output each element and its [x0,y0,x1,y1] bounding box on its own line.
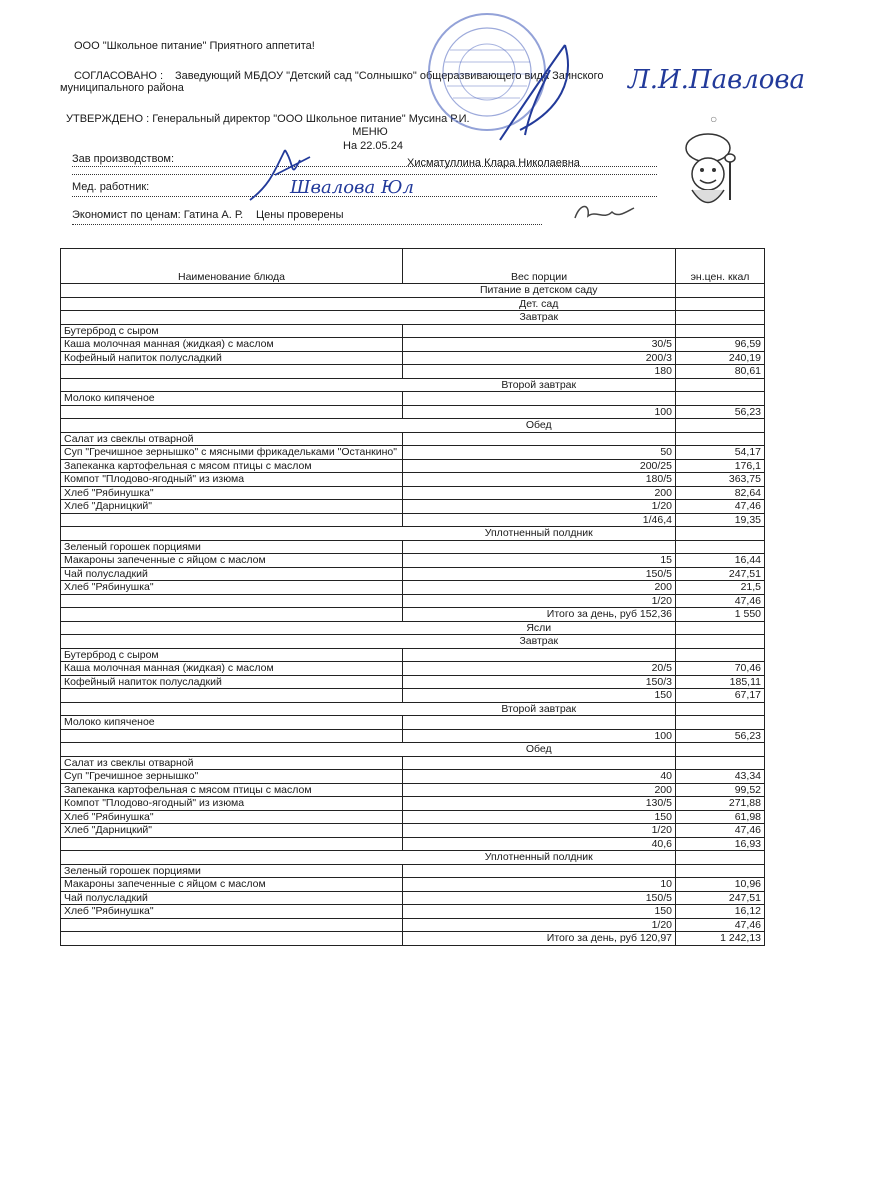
dish-name: Бутерброд с сыром [61,324,403,338]
dish-name: Каша молочная манная (жидкая) с маслом [61,338,403,352]
table-row [61,918,765,932]
table-row [61,810,765,824]
section-spacer [676,378,765,392]
dish-name: Компот "Плодово-ягодный" из изюма [61,473,403,487]
table-row [61,837,765,851]
energy-value: 19,35 [676,513,765,527]
dish-name [61,594,403,608]
portion-weight [403,756,676,770]
table-row [61,675,765,689]
energy-value [676,648,765,662]
energy-value: 247,51 [676,567,765,581]
table-row [61,473,765,487]
dish-name [61,608,403,622]
section-spacer [61,297,403,311]
energy-value: 47,46 [676,918,765,932]
energy-value [676,324,765,338]
table-row [61,648,765,662]
approved-text: Заведующий МБДОУ "Детский сад "Солнышко" общеразвивающего вида Заинского [175,70,604,82]
dish-name: Салат из свеклы отварной [61,756,403,770]
dish-name [61,689,403,703]
energy-value: 21,5 [676,581,765,595]
chef-icon [672,130,744,215]
table-row [61,554,765,568]
section-spacer [61,621,403,635]
section-spacer [676,702,765,716]
section-title: Дет. сад [403,297,676,311]
energy-value [676,864,765,878]
energy-value: 47,46 [676,500,765,514]
dish-name [61,918,403,932]
dish-name [61,729,403,743]
table-row [61,432,765,446]
dish-name: Зеленый горошек порциями [61,540,403,554]
energy-value: 363,75 [676,473,765,487]
menu-table [60,248,765,946]
portion-weight: 30/5 [403,338,676,352]
dish-name: Макароны запеченные с яйцом с маслом [61,878,403,892]
portion-weight: 200/25 [403,459,676,473]
section-spacer [61,851,403,865]
portion-weight: 180 [403,365,676,379]
dish-name: Запеканка картофельная с мясом птицы с маслом [61,783,403,797]
dish-name: Запеканка картофельная с мясом птицы с маслом [61,459,403,473]
energy-value: 56,23 [676,405,765,419]
energy-value: 240,19 [676,351,765,365]
portion-weight: 200 [403,783,676,797]
table-row [61,756,765,770]
portion-weight: 150/5 [403,891,676,905]
medic-label: Мед. работник: [72,181,150,193]
section-spacer [676,419,765,433]
table-row [61,486,765,500]
portion-weight [403,540,676,554]
dish-name: Чай полусладкий [61,891,403,905]
section-row [61,378,765,392]
portion-weight: 150/3 [403,675,676,689]
col-weight-header: Вес порции [403,249,676,284]
economist-note: Цены проверены [256,209,344,221]
table-row [61,500,765,514]
energy-value: 96,59 [676,338,765,352]
energy-value [676,716,765,730]
energy-value: 176,1 [676,459,765,473]
table-row [61,729,765,743]
table-row [61,392,765,406]
dish-name: Суп "Гречишное зернышко" [61,770,403,784]
energy-value: 99,52 [676,783,765,797]
dish-name: Молоко кипяченое [61,716,403,730]
table-row [61,581,765,595]
table-row [61,716,765,730]
section-spacer [61,419,403,433]
energy-value: 54,17 [676,446,765,460]
header-mark [710,112,717,126]
section-spacer [61,527,403,541]
section-row [61,311,765,325]
dish-name: Кофейный напиток полусладкий [61,675,403,689]
table-row [61,351,765,365]
energy-value: 47,46 [676,594,765,608]
energy-value: 10,96 [676,878,765,892]
energy-value: 82,64 [676,486,765,500]
section-spacer [61,284,403,298]
dish-name: Компот "Плодово-ягодный" из изюма [61,797,403,811]
table-row [61,513,765,527]
portion-weight: 1/20 [403,824,676,838]
section-title: Обед [403,743,676,757]
dish-name: Зеленый горошек порциями [61,864,403,878]
dish-name: Каша молочная манная (жидкая) с маслом [61,662,403,676]
portion-weight: 1/20 [403,500,676,514]
energy-value: 43,34 [676,770,765,784]
section-spacer [61,743,403,757]
total-energy: 1 550 [676,608,765,622]
section-spacer [676,284,765,298]
section-spacer [676,851,765,865]
dish-name [61,837,403,851]
energy-value [676,392,765,406]
portion-weight: 100 [403,405,676,419]
table-row [61,459,765,473]
table-row [61,567,765,581]
section-spacer [676,743,765,757]
table-row [61,324,765,338]
section-row [61,419,765,433]
energy-value [676,432,765,446]
section-spacer [61,702,403,716]
portion-weight: 40 [403,770,676,784]
dish-name [61,365,403,379]
portion-weight: 150/5 [403,567,676,581]
section-row [61,284,765,298]
col-name-header: Наименование блюда [61,249,403,284]
portion-weight: 40,6 [403,837,676,851]
section-title: Ясли [403,621,676,635]
energy-value: 80,61 [676,365,765,379]
portion-weight [403,864,676,878]
section-spacer [676,621,765,635]
table-header-row [61,249,765,284]
corner-icon: ○ [710,112,718,126]
portion-weight: 130/5 [403,797,676,811]
svg-text:Швалова Юл: Швалова Юл [290,177,414,198]
section-row [61,297,765,311]
table-row [61,891,765,905]
portion-weight: 150 [403,905,676,919]
table-row [61,689,765,703]
energy-value: 247,51 [676,891,765,905]
dish-name: Салат из свеклы отварной [61,432,403,446]
section-title: Питание в детском саду [403,284,676,298]
portion-weight [403,648,676,662]
dish-name [61,932,403,946]
portion-weight: 1/20 [403,918,676,932]
table-row [61,783,765,797]
energy-value: 56,23 [676,729,765,743]
dish-name: Бутерброд с сыром [61,648,403,662]
dish-name: Хлеб "Дарницкий" [61,824,403,838]
section-spacer [676,311,765,325]
portion-weight: 15 [403,554,676,568]
energy-value: 61,98 [676,810,765,824]
portion-weight: 50 [403,446,676,460]
portion-weight: 200 [403,486,676,500]
company-line: ООО "Школьное питание" Приятного аппетита! [74,40,315,52]
dish-name: Суп "Гречишное зернышко" с мясными фрикадельками "Останкино" [61,446,403,460]
section-spacer [61,378,403,392]
section-spacer [676,527,765,541]
section-spacer [676,635,765,649]
section-spacer [61,311,403,325]
section-row [61,702,765,716]
table-row [61,770,765,784]
dish-name: Хлеб "Рябинушка" [61,905,403,919]
portion-weight [403,716,676,730]
section-row [61,851,765,865]
portion-weight: 1/46,4 [403,513,676,527]
portion-weight: 10 [403,878,676,892]
dish-name: Макароны запеченные с яйцом с маслом [61,554,403,568]
menu-title: МЕНЮ [352,126,388,138]
approved-label: СОГЛАСОВАНО : [74,70,164,82]
economist-line [72,224,542,225]
portion-weight: 150 [403,810,676,824]
total-row [61,932,765,946]
portion-weight: 200 [403,581,676,595]
section-title: Уплотненный полдник [403,851,676,865]
medic-signature [230,145,480,205]
energy-value: 185,11 [676,675,765,689]
section-title: Уплотненный полдник [403,527,676,541]
section-row [61,743,765,757]
total-row [61,608,765,622]
dish-name: Хлеб "Дарницкий" [61,500,403,514]
section-row [61,635,765,649]
dish-name [61,405,403,419]
section-spacer [61,635,403,649]
energy-value: 271,88 [676,797,765,811]
dish-name: Хлеб "Рябинушка" [61,486,403,500]
section-title: Завтрак [403,311,676,325]
energy-value [676,756,765,770]
portion-weight: 150 [403,689,676,703]
dish-name: Чай полусладкий [61,567,403,581]
table-row [61,594,765,608]
table-row [61,864,765,878]
energy-value: 67,17 [676,689,765,703]
table-row [61,540,765,554]
energy-value [676,540,765,554]
table-row [61,446,765,460]
portion-weight: 180/5 [403,473,676,487]
total-label: Итого за день, руб 152,36 [403,608,676,622]
table-row [61,824,765,838]
col-energy-header: эн.цен. ккал [676,249,765,284]
section-title: Завтрак [403,635,676,649]
table-row [61,365,765,379]
portion-weight [403,324,676,338]
section-title: Второй завтрак [403,702,676,716]
portion-weight [403,432,676,446]
section-title: Второй завтрак [403,378,676,392]
total-energy: 1 242,13 [676,932,765,946]
production-name: Хисматуллина Клара Николаевна [407,157,580,169]
total-label: Итого за день, руб 120,97 [403,932,676,946]
energy-value: 16,93 [676,837,765,851]
portion-weight: 20/5 [403,662,676,676]
menu-date: На 22.05.24 [343,140,403,152]
dish-name: Хлеб "Рябинушка" [61,810,403,824]
portion-weight: 200/3 [403,351,676,365]
table-row [61,878,765,892]
table-row [61,905,765,919]
dish-name: Хлеб "Рябинушка" [61,581,403,595]
energy-value: 47,46 [676,824,765,838]
dish-name [61,513,403,527]
svg-text:Л.И.Павлова: Л.И.Павлова [628,65,806,95]
approved-text-2: муниципального района [60,82,184,94]
economist-label: Экономист по ценам: Гатина А. Р. [72,209,244,221]
section-row [61,527,765,541]
section-row [61,621,765,635]
table-row [61,797,765,811]
table-row [61,405,765,419]
table-row [61,338,765,352]
portion-weight: 1/20 [403,594,676,608]
economist-signature [570,198,640,228]
energy-value: 70,46 [676,662,765,676]
dish-name: Молоко кипяченое [61,392,403,406]
section-spacer [676,297,765,311]
portion-weight [403,392,676,406]
confirmed-line: УТВЕРЖДЕНО : Генеральный директор "ООО Школьное питание" Мусина Р.И. [66,113,470,125]
energy-value: 16,12 [676,905,765,919]
energy-value: 16,44 [676,554,765,568]
production-label: Зав производством: [72,153,175,165]
portion-weight: 100 [403,729,676,743]
table-row [61,662,765,676]
dish-name: Кофейный напиток полусладкий [61,351,403,365]
section-title: Обед [403,419,676,433]
